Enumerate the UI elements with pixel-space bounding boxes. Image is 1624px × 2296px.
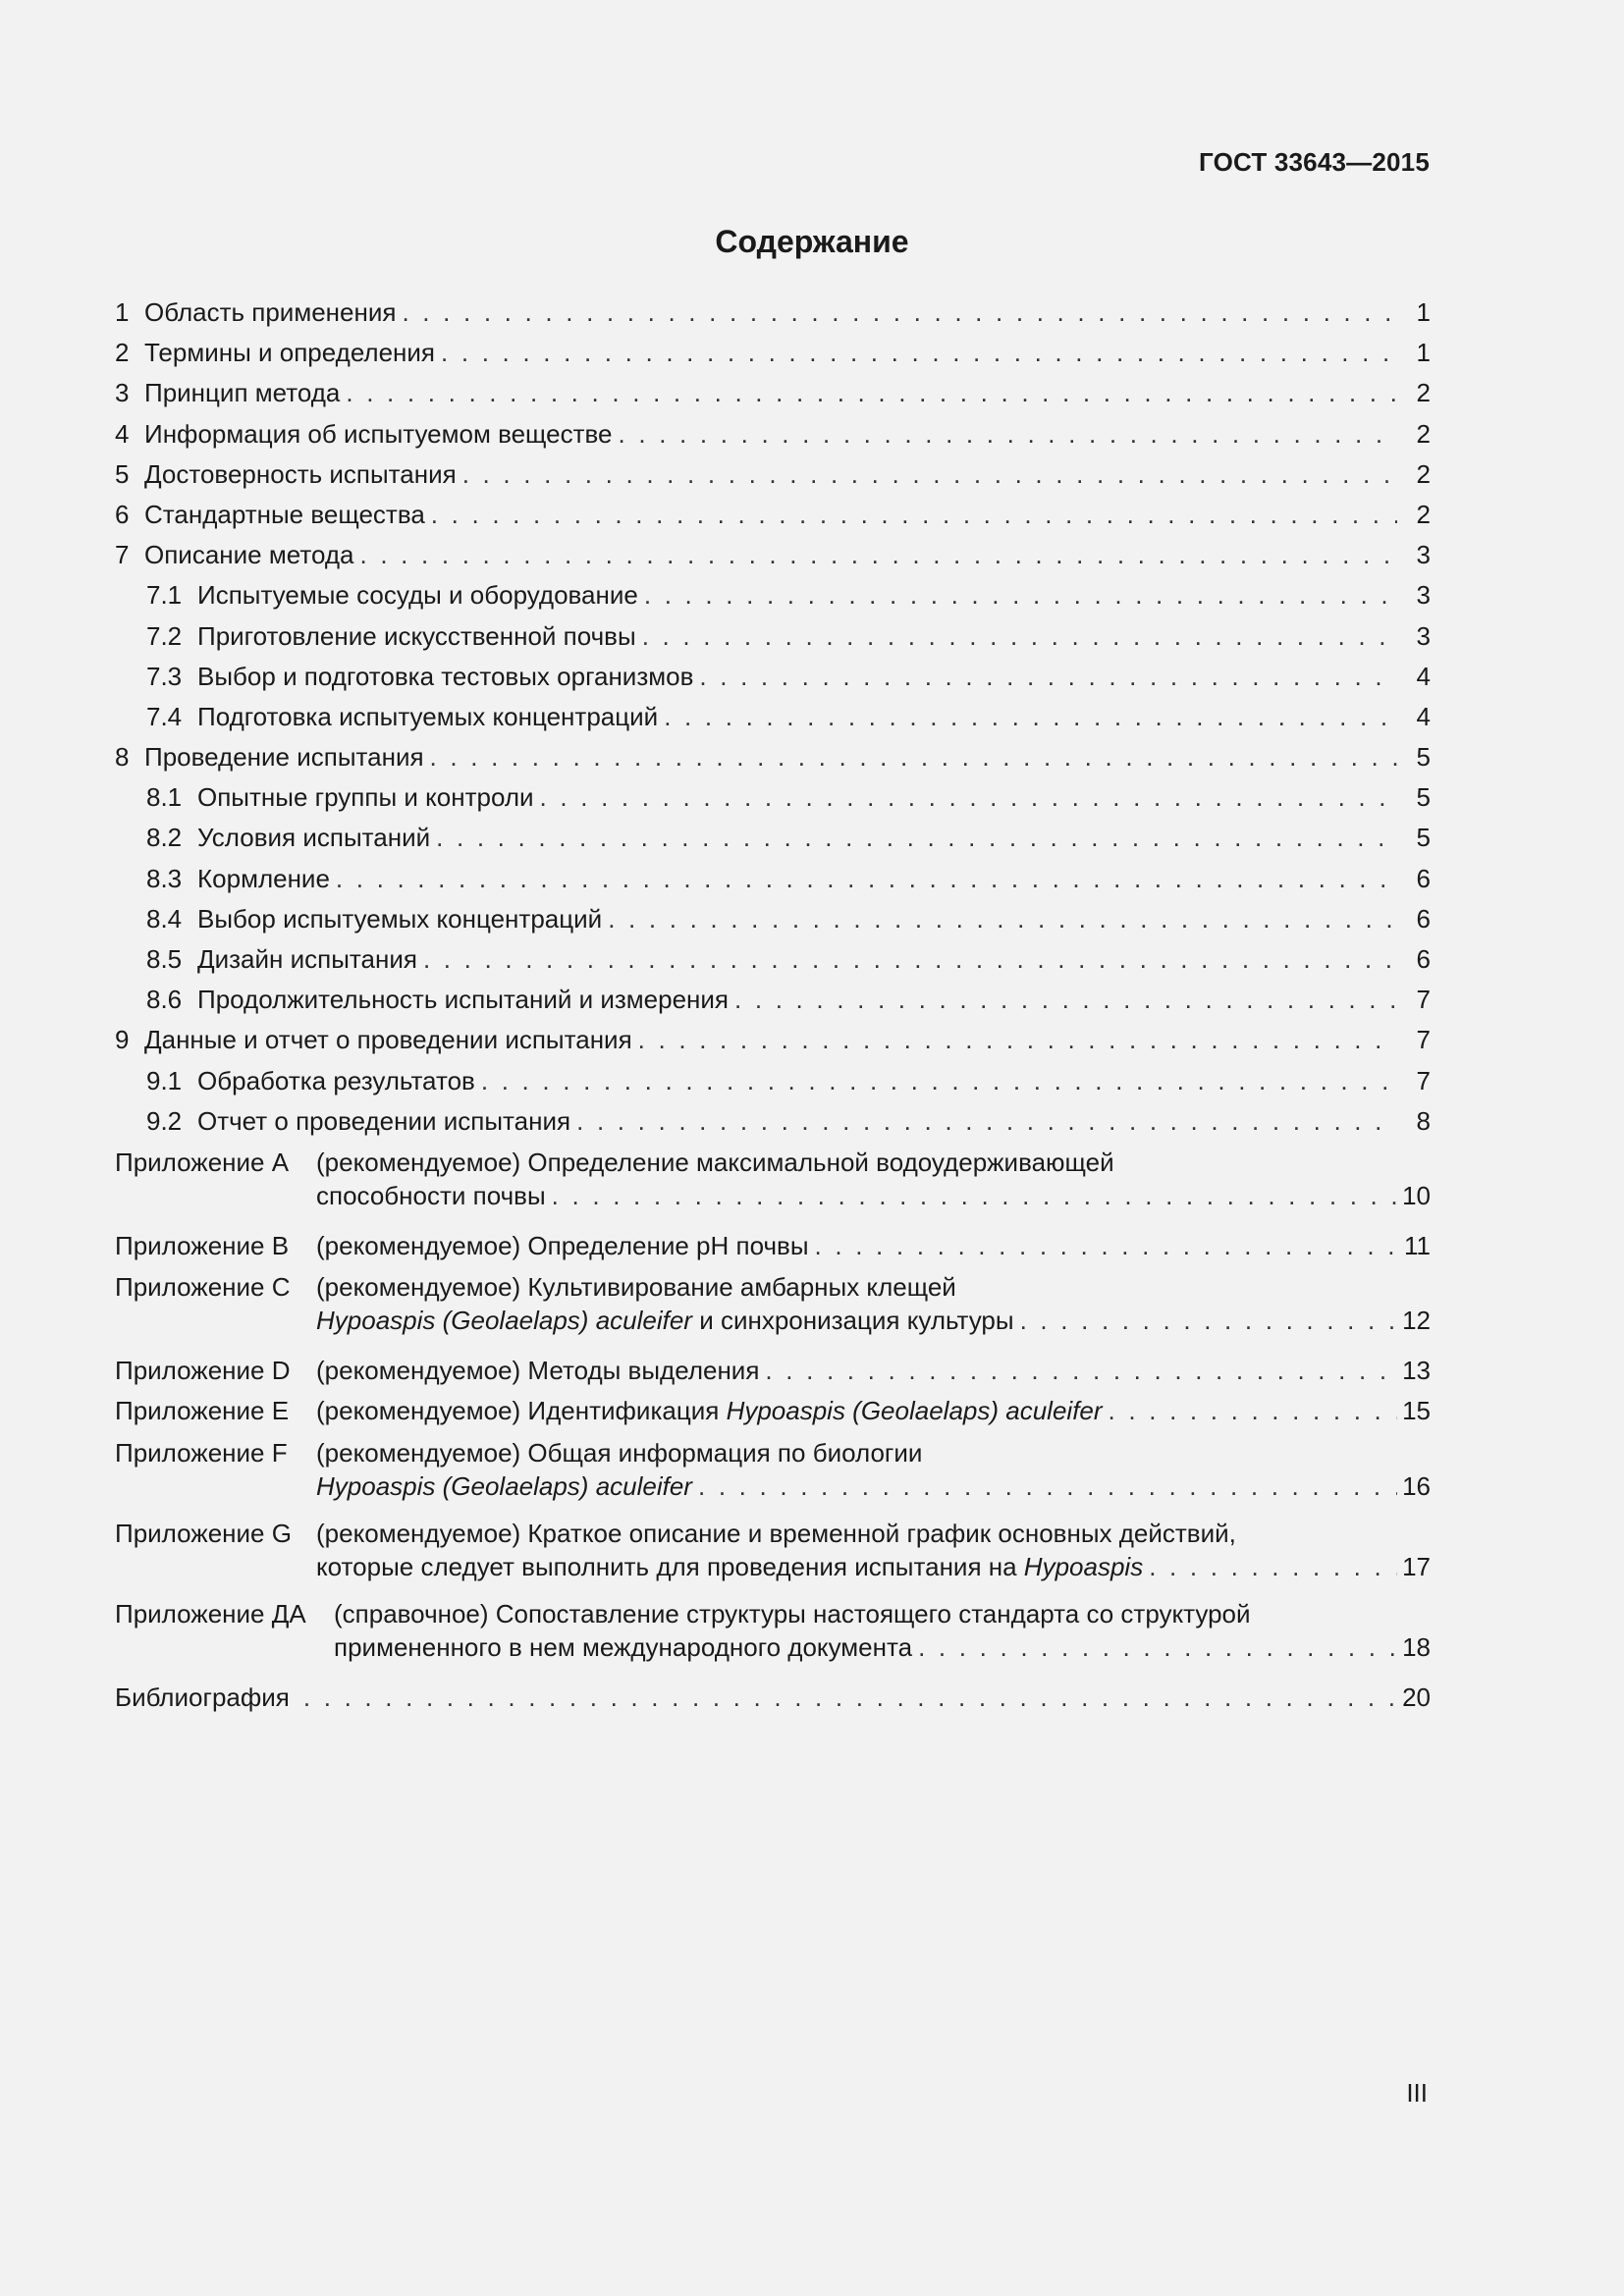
toc-entry-number: 4 <box>115 418 130 449</box>
toc-entry-text: Кормление <box>197 863 330 893</box>
toc-appendix-c[interactable] <box>115 1270 1431 1347</box>
appendix-label: Приложение ДА <box>115 1598 306 1629</box>
leader-dots <box>638 1020 1397 1060</box>
leader-dots <box>540 777 1397 818</box>
toc-entry-9-2[interactable] <box>115 1101 1431 1142</box>
appendix-title-rest: и синхронизация культуры <box>691 1306 1014 1336</box>
toc-entry-text: Выбор испытуемых концентраций <box>197 903 603 934</box>
toc-entry-page: 4 <box>1416 661 1431 691</box>
appendix-title-line1: (рекомендуемое) Культивирование амбарных клещей <box>316 1272 956 1303</box>
appendix-page: 11 <box>1404 1230 1431 1260</box>
toc-entry-text: Испытуемые сосуды и оборудование <box>197 580 638 611</box>
appendix-label: Приложение F <box>115 1437 288 1468</box>
appendix-page: 16 <box>1402 1470 1431 1501</box>
toc-entry-page: 7 <box>1416 1065 1431 1095</box>
appendix-label: Приложение Е <box>115 1396 290 1426</box>
appendix-title-line1: (рекомендуемое) Общая информация по биологии <box>316 1437 923 1468</box>
leader-dots <box>699 657 1397 697</box>
toc-appendix-e[interactable] <box>115 1391 1431 1431</box>
toc-entry-page: 2 <box>1416 499 1431 529</box>
toc-entry-text: Проведение испытания <box>144 742 424 773</box>
toc-entry-number: 8.6 <box>146 985 183 1015</box>
toc-entry-text: Область применения <box>144 297 397 327</box>
toc-entry-page: 4 <box>1416 701 1431 731</box>
toc-entry-text: Выбор и подготовка тестовых организмов <box>197 661 694 691</box>
toc-entry-text: Продолжительность испытаний и измерения <box>197 985 730 1015</box>
species-name: Hypoaspis (Geolaelaps) aculeifer <box>316 1306 692 1336</box>
toc-entry-page: 6 <box>1416 863 1431 893</box>
toc-entry-page: 5 <box>1416 823 1431 853</box>
appendix-title-rest: которые следует выполнить для проведения испытания на <box>316 1551 1024 1581</box>
toc-entry-4[interactable] <box>115 414 1431 454</box>
appendix-title-line2 <box>316 1550 1149 1583</box>
toc-appendix-a[interactable] <box>115 1146 1431 1222</box>
toc-entry-number: 8.1 <box>146 782 183 813</box>
leader-dots <box>608 899 1397 939</box>
appendix-label: Приложение В <box>115 1230 290 1260</box>
toc-entry-8-5[interactable] <box>115 939 1431 980</box>
toc-entry-number: 6 <box>115 499 130 529</box>
appendix-page: 13 <box>1402 1356 1431 1386</box>
appendix-title-line2: примененного в нем международного документа <box>334 1631 913 1662</box>
toc-entry-page: 2 <box>1416 458 1431 489</box>
toc-entry-number: 7 <box>115 540 130 570</box>
toc-entry-text: Дизайн испытания <box>197 944 417 974</box>
leader-dots <box>576 1101 1397 1142</box>
appendix-page: 18 <box>1402 1631 1431 1662</box>
appendix-title-start: (рекомендуемое) Идентификация <box>316 1396 727 1426</box>
appendix-page: 15 <box>1402 1396 1431 1426</box>
document-id: ГОСТ 33643—2015 <box>1199 147 1430 177</box>
species-name: Hypoaspis (Geolaelaps) aculeifer <box>316 1470 692 1501</box>
toc-entry-number: 9.1 <box>146 1065 183 1095</box>
toc-entry-page: 7 <box>1416 1025 1431 1055</box>
leader-dots <box>664 697 1397 737</box>
leader-dots <box>481 1061 1397 1101</box>
toc-entry-page: 3 <box>1416 620 1431 651</box>
toc-entry-number: 5 <box>115 458 130 489</box>
toc-entry-text: Подготовка испытуемых концентраций <box>197 701 659 731</box>
leader-dots <box>918 1630 1397 1664</box>
appendix-title-line2: способности почвы <box>316 1180 546 1210</box>
toc-entry-7[interactable] <box>115 535 1431 575</box>
page-number: III <box>1406 2078 1428 2108</box>
toc-entry-7-1[interactable] <box>115 575 1431 615</box>
leader-dots <box>423 939 1397 980</box>
appendix-label: Приложение А <box>115 1147 290 1177</box>
toc-entry-number: 8.4 <box>146 903 183 934</box>
toc-entry-page: 5 <box>1416 782 1431 813</box>
leader-dots <box>734 980 1397 1020</box>
toc-appendix-b[interactable] <box>115 1226 1431 1266</box>
toc-entry-text: Данные и отчет о проведении испытания <box>144 1025 632 1055</box>
appendix-page: 17 <box>1402 1551 1431 1581</box>
leader-dots <box>346 373 1397 413</box>
leader-dots <box>402 293 1397 333</box>
toc-title: Содержание <box>715 224 909 259</box>
toc-entry-9-1[interactable] <box>115 1061 1431 1101</box>
appendix-title: (рекомендуемое) Методы выделения <box>316 1356 760 1386</box>
toc-entry-page: 3 <box>1416 580 1431 611</box>
toc-entry-page: 6 <box>1416 944 1431 974</box>
toc-appendix-da[interactable] <box>115 1597 1431 1674</box>
appendix-title-line1: (рекомендуемое) Определение максимальной водоудерживающей <box>316 1147 1114 1177</box>
toc-entry-6[interactable] <box>115 495 1431 535</box>
toc-entry-page: 3 <box>1416 540 1431 570</box>
leader-dots <box>1109 1391 1397 1431</box>
toc-entry-number: 3 <box>115 378 130 408</box>
toc-entry-number: 7.3 <box>146 661 183 691</box>
leader-dots <box>462 454 1397 495</box>
toc-entry-number: 7.2 <box>146 620 183 651</box>
toc-entry-page: 8 <box>1416 1105 1431 1136</box>
toc-entry-number: 8 <box>115 742 130 773</box>
toc-entry-8-1[interactable] <box>115 777 1431 818</box>
toc-entry-2[interactable] <box>115 333 1431 373</box>
toc-entry-number: 8.2 <box>146 823 183 853</box>
toc-entry-number: 1 <box>115 297 130 327</box>
toc-entry-text: Библиография <box>115 1682 290 1712</box>
leader-dots <box>431 495 1397 535</box>
toc-entry-text: Обработка результатов <box>197 1065 475 1095</box>
toc-entry-8[interactable] <box>115 737 1431 777</box>
leader-dots <box>765 1351 1397 1391</box>
appendix-title: (рекомендуемое) Определение рН почвы <box>316 1230 809 1260</box>
leader-dots <box>552 1179 1397 1212</box>
toc-appendix-f[interactable] <box>115 1436 1431 1513</box>
leader-dots <box>430 737 1397 777</box>
appendix-label: Приложение С <box>115 1272 291 1303</box>
appendix-page: 12 <box>1402 1306 1431 1336</box>
leader-dots <box>644 575 1397 615</box>
appendix-title <box>316 1391 1109 1431</box>
toc-entry-text: Опытные группы и контроли <box>197 782 534 813</box>
toc-entry-8-4[interactable] <box>115 899 1431 939</box>
toc-entry-number: 9.2 <box>146 1105 183 1136</box>
toc-entry-page: 6 <box>1416 903 1431 934</box>
toc-entry-text: Условия испытаний <box>197 823 431 853</box>
toc-entry-8-6[interactable] <box>115 980 1431 1020</box>
leader-dots <box>642 616 1397 657</box>
toc-entry-number: 9 <box>115 1025 130 1055</box>
toc-entry-number: 7.4 <box>146 701 183 731</box>
toc-entry-page: 1 <box>1416 297 1431 327</box>
toc-entry-3[interactable] <box>115 373 1431 413</box>
leader-dots <box>1149 1550 1397 1583</box>
toc-bibliography[interactable] <box>115 1678 1431 1718</box>
toc-entry-page: 20 <box>1402 1682 1431 1712</box>
species-name: Hypoaspis <box>1023 1551 1144 1581</box>
toc-entry-text: Приготовление искусственной почвы <box>197 620 636 651</box>
toc-entry-number: 8.5 <box>146 944 183 974</box>
leader-dots <box>698 1469 1397 1503</box>
toc-entry-text: Отчет о проведении испытания <box>197 1105 571 1136</box>
leader-dots <box>336 859 1397 899</box>
toc-appendix-d[interactable] <box>115 1351 1431 1391</box>
appendix-title-line1: (справочное) Сопоставление структуры настоящего стандарта со структурой <box>334 1598 1251 1629</box>
toc-entry-page: 7 <box>1416 985 1431 1015</box>
appendix-page: 10 <box>1402 1180 1431 1210</box>
toc-entry-text: Принцип метода <box>144 378 341 408</box>
toc-entry-text: Стандартные вещества <box>144 499 425 529</box>
toc-entry-page: 2 <box>1416 378 1431 408</box>
toc-entry-7-2[interactable] <box>115 616 1431 657</box>
toc-entry-7-4[interactable] <box>115 697 1431 737</box>
leader-dots <box>303 1678 1397 1718</box>
toc-entry-7-3[interactable] <box>115 657 1431 697</box>
toc-appendix-g[interactable] <box>115 1517 1431 1593</box>
toc-entry-page: 5 <box>1416 742 1431 773</box>
toc-entry-text: Достоверность испытания <box>144 458 457 489</box>
toc-entry-text: Информация об испытуемом веществе <box>144 418 613 449</box>
toc-entry-page: 1 <box>1416 338 1431 368</box>
leader-dots <box>441 333 1397 373</box>
table-of-contents <box>115 293 1431 1718</box>
appendix-title-line1: (рекомендуемое) Краткое описание и временной график основных действий, <box>316 1518 1236 1548</box>
toc-entry-number: 7.1 <box>146 580 183 611</box>
toc-entry-text: Описание метода <box>144 540 354 570</box>
leader-dots <box>815 1226 1397 1266</box>
appendix-label: Приложение G <box>115 1518 292 1548</box>
toc-entry-9[interactable] <box>115 1020 1431 1060</box>
leader-dots <box>619 414 1397 454</box>
appendix-label: Приложение D <box>115 1356 291 1386</box>
leader-dots <box>1020 1304 1397 1337</box>
appendix-title-line2 <box>316 1304 1020 1337</box>
toc-entry-number: 8.3 <box>146 863 183 893</box>
toc-entry-1[interactable] <box>115 293 1431 333</box>
toc-entry-8-2[interactable] <box>115 818 1431 858</box>
toc-entry-page: 2 <box>1416 418 1431 449</box>
leader-dots <box>359 535 1397 575</box>
species-name: Hypoaspis (Geolaelaps) aculeifer <box>726 1396 1103 1426</box>
toc-entry-number: 2 <box>115 338 130 368</box>
toc-entry-8-3[interactable] <box>115 859 1431 899</box>
toc-entry-text: Термины и определения <box>144 338 436 368</box>
leader-dots <box>436 818 1397 858</box>
toc-entry-5[interactable] <box>115 454 1431 495</box>
